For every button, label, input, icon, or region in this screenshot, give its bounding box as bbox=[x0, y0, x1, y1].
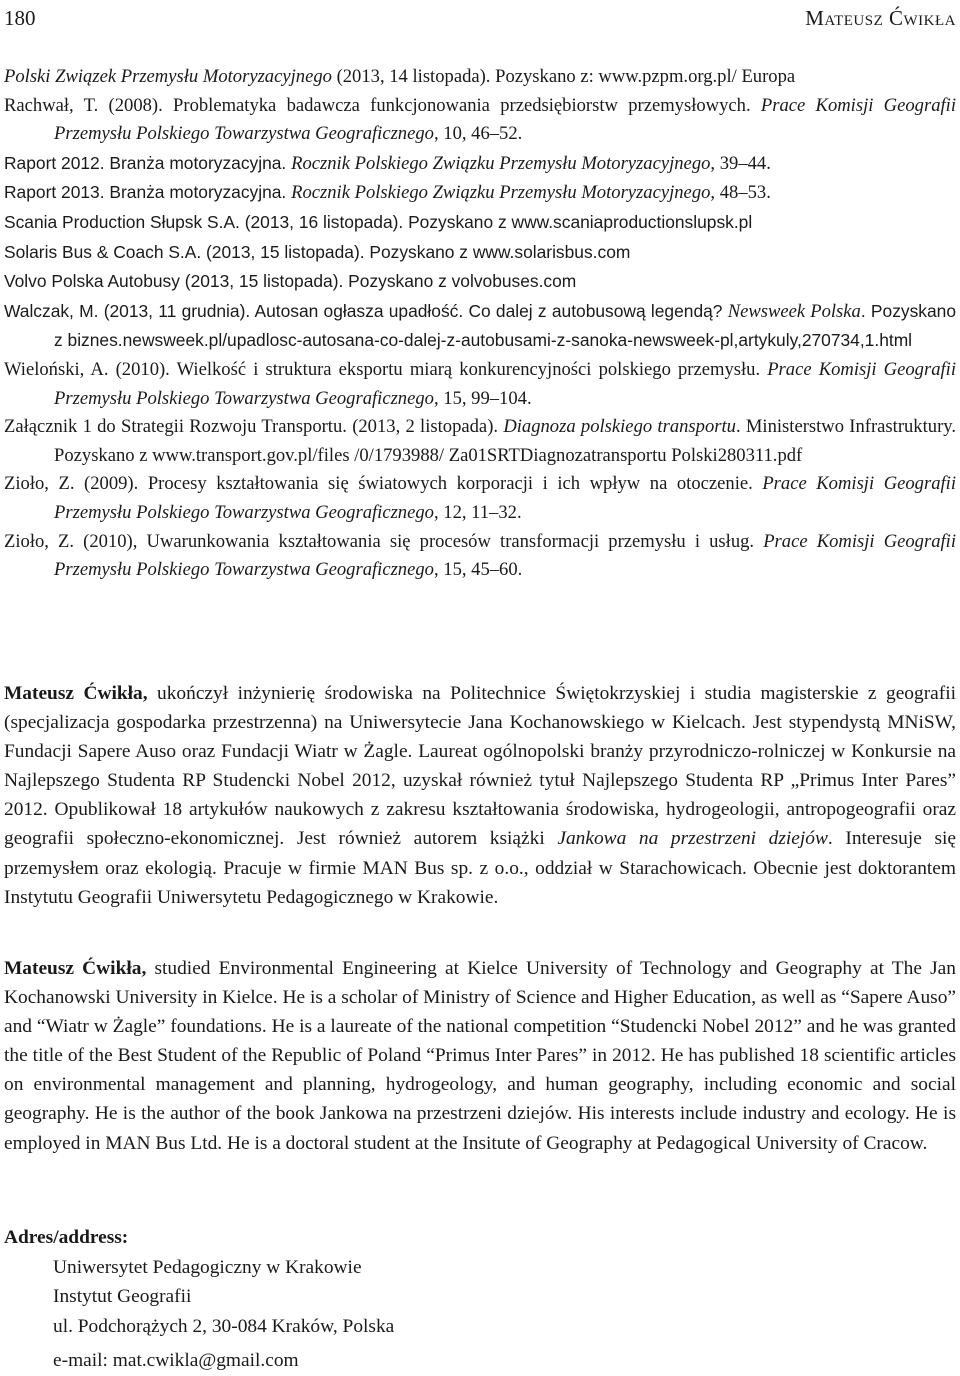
reference-text: Raport 2012. Branża motoryzacyjna. bbox=[4, 152, 292, 173]
reference-text: Raport 2013. Branża motoryzacyjna. bbox=[4, 182, 292, 203]
reference-entry bbox=[4, 238, 956, 268]
reference-title: Rocznik Polskiego Związku Przemysłu Motoryzacyjnego bbox=[291, 152, 711, 174]
reference-text: , 12, 11–32. bbox=[433, 501, 522, 523]
reference-text: Solaris Bus & Coach S.A. (2013, 15 listopada). Pozyskano z www.solarisbus.com bbox=[4, 241, 631, 262]
reference-text: Zioło, Z. (2010), Uwarunkowania kształtowania się procesów transformacji przemysłu i usług. bbox=[4, 530, 764, 552]
reference-text: (2013, 14 listopada). Pozyskano z: www.pzpm.org.pl/ Europa bbox=[331, 66, 796, 87]
reference-title: Rocznik Polskiego Związku Przemysłu Motoryzacyjnego bbox=[291, 182, 711, 204]
running-head-author: Mateusz Ćwikła bbox=[805, 6, 956, 30]
reference-entry bbox=[4, 297, 956, 356]
reference-text: , 15, 45–60. bbox=[433, 559, 523, 581]
bio-text: studied Environmental Engineering at Kielce University of Technology and Geography at The Jan Kochanowski University in Kielce. He is a scholar of Ministry of Science and Higher Education, as well as “Sapere Auso” and “Wiatr w Żagle” foundations. He is a laureate of the national competition “Studencki Nobel 2012” and he was granted the title of the Best Student of the Republic of Poland “Primus Inter Pares” in 2012. He has published 18 scientific articles on environmental management and planning, hydrogeology, and human geography, including economic and social geography. He is the author of the book Jankowa na przestrzeni dziejów. His interests include industry and ecology. He is employed in MAN Bus Ltd. He is a doctoral student at the Insitute of Geography at Pedagogical University of Cracow. bbox=[4, 958, 956, 1154]
reference-text: Zioło, Z. (2009). Procesy kształtowania się światowych korporacji i ich wpływ na otoczenie. bbox=[4, 473, 763, 495]
reference-text: , 48–53. bbox=[710, 182, 771, 204]
page-number: 180 bbox=[4, 6, 36, 30]
reference-entry bbox=[4, 413, 956, 470]
bio-text: ukończył inżynierię środowiska na Politechnice Świętokrzyskiej i studia magisterskie z geografii (specjalizacja gospodarka przestrzenna) na Uniwersytecie Jana Kochanowskiego w Kielcach. Jest stypendystą MNiSW, Fundacji Sapere Auso oraz Fundacji Wiatr w Żagle. Laureat ogólnopolski branży przyrodniczo-rolniczej w Konkursie na Najlepszego Studenta RP Studencki Nobel 2012, uzyskał również tytuł Najlepszego Studenta RP „Primus Inter Pares” 2012. Opublikował 18 artykułów naukowych z zakresu kształtowania środowiska, hydrogeologii, antropogeografii oraz geografii społeczno-ekonomicznej. Jest również autorem książki bbox=[4, 683, 956, 850]
address-label: Adres/address: bbox=[4, 1227, 129, 1248]
reference-entry bbox=[4, 267, 956, 297]
reference-text: Wieloński, A. (2010). Wielkość i struktura eksportu miarą konkurencyjności polskiego przemysłu. bbox=[4, 358, 768, 380]
address-line: Instytut Geografii bbox=[53, 1286, 192, 1307]
reference-text: Walczak, M. (2013, 11 grudnia). Autosan ogłasza upadłość. Co dalej z autobusową legendą? bbox=[4, 300, 728, 321]
reference-text: . Pozyskano z biznes.newsweek.pl/upadlosc-autosana-co-dalej-z-autobusami-z-sanoka-newsweek-pl,artykuly,270734,1.html bbox=[54, 300, 956, 351]
email-address: e-mail: mat.cwikla@gmail.com bbox=[53, 1350, 299, 1371]
reference-title: Prace Komisji Geografii Przemysłu Polskiego Towarzystwa Geograficznego bbox=[54, 530, 957, 581]
reference-text: Rachwał, T. (2008). Problematyka badawcza funkcjonowania przedsiębiorstw przemysłowych. bbox=[4, 94, 761, 116]
reference-title: Newsweek Polska bbox=[727, 300, 861, 322]
reference-title: Prace Komisji Geografii Przemysłu Polskiego Towarzystwa Geograficznego bbox=[54, 473, 957, 523]
reference-entry bbox=[4, 528, 956, 585]
reference-entry bbox=[4, 356, 956, 413]
reference-text: Volvo Polska Autobusy (2013, 15 listopada). Pozyskano z volvobuses.com bbox=[4, 271, 577, 292]
reference-title: Diagnoza polskiego transportu bbox=[503, 416, 736, 438]
author-bio-polish bbox=[4, 679, 956, 912]
book-title: Jankowa na przestrzeni dziejów bbox=[557, 828, 828, 850]
reference-text: , 10, 46–52. bbox=[433, 123, 523, 145]
reference-title: Prace Komisji Geografii Przemysłu Polskiego Towarzystwa Geograficznego bbox=[54, 94, 956, 145]
reference-list bbox=[4, 63, 956, 585]
reference-title: Prace Komisji Geografii Przemysłu Polskiego Towarzystwa Geograficznego bbox=[54, 358, 956, 409]
reference-entry bbox=[4, 92, 956, 149]
reference-entry bbox=[4, 63, 956, 92]
reference-text: . Ministerstwo Infrastruktury. Pozyskano z www.transport.gov.pl/files /0/1793988/ Za01SRTDiagnozatransportu Polski280311.pdf bbox=[54, 416, 956, 466]
reference-text: , 15, 99–104. bbox=[433, 387, 532, 409]
reference-entry bbox=[4, 470, 956, 527]
address-line: ul. Podchorążych 2, 30-084 Kraków, Polska bbox=[53, 1315, 395, 1337]
reference-title: Polski Związek Przemysłu Motoryzacyjnego bbox=[4, 66, 332, 87]
reference-text: Scania Production Słupsk S.A. (2013, 16 listopada). Pozyskano z www.scaniaproductionslupsk.pl bbox=[4, 211, 753, 232]
reference-text: Załącznik 1 do Strategii Rozwoju Transportu. (2013, 2 listopada). bbox=[4, 416, 504, 438]
address-block bbox=[4, 1223, 956, 1376]
reference-entry bbox=[4, 178, 956, 208]
reference-entry bbox=[4, 208, 956, 238]
author-name: Mateusz Ćwikła, bbox=[4, 683, 148, 704]
reference-text: , 39–44. bbox=[710, 152, 771, 174]
bio-text: . Interesuje się przemysłem oraz ekologią. Pracuje w firmie MAN Bus sp. z o.o., oddział w Starachowicach. Obecnie jest doktorantem Instytutu Geografii Uniwersytetu Pedagogicznego w Krakowie. bbox=[4, 828, 956, 908]
author-bio-english bbox=[4, 954, 956, 1158]
author-name: Mateusz Ćwikła, bbox=[4, 958, 147, 979]
address-line: Uniwersytet Pedagogiczny w Krakowie bbox=[53, 1256, 362, 1278]
reference-entry bbox=[4, 149, 956, 179]
running-head bbox=[4, 6, 956, 38]
